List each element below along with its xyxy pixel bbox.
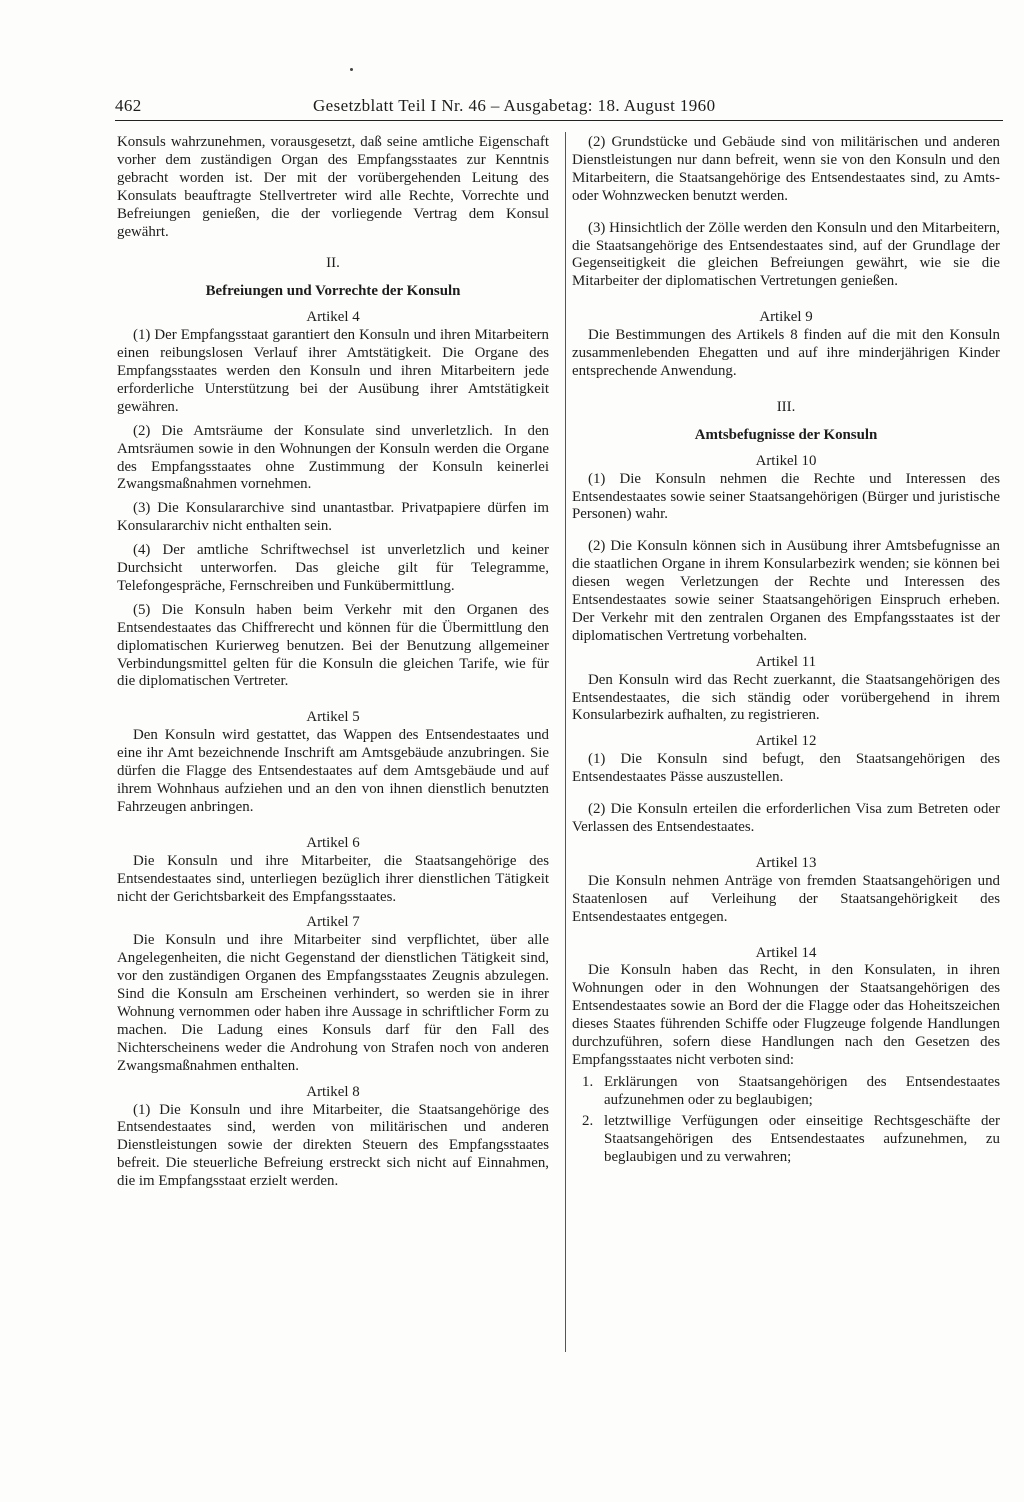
paragraph: Konsuls wahrzunehmen, vorausgesetzt, daß seine amtliche Eigenschaft vorher dem zuständigen Organ des Empfangsstaates zur Kenntnis gebracht worden ist. Der mit der vorübergehenden Leitung des Konsulats beauftragte Stellvertreter wird alle Rechte, Vorrechte und Befreiungen genießen, die der vorliegende Vertrag dem Konsul gewährt. [117,134,549,240]
column-divider [565,132,566,1352]
article-heading: Artikel 8 [306,1083,360,1100]
paragraph: Die Konsuln nehmen Anträge von fremden Staatsangehörigen und Staatenlosen auf Verleihung der Staatsangehörigkeit des Entsendestaates entgegen. [572,872,1000,925]
paragraph: (1) Der Empfangsstaat garantiert den Konsuln und ihren Mitarbeitern einen reibungslosen Verlauf ihrer Amtstätigkeit. Die Organe des Empfangsstaates werden den Konsuln und ihren Mitarbeitern jede erforderliche Unterstützung bei der Ausübung ihrer Amtstätigkeit gewähren. [117,327,549,415]
paragraph: Die Konsuln haben das Recht, in den Konsulaten, in ihren Wohnungen oder in den Wohnungen der Staatsangehörigen des Entsendestaates sowie an Bord der die Flagge oder das Hoheitszeichen dieses Staates führenden Schiffe oder Flugzeuge folgende Handlungen durchzuführen, sofern diese Handlungen nach den Gesetzen des Empfangsstaates nicht verboten sind: [572,962,1000,1068]
article-heading: Artikel 13 [755,854,817,871]
list-number: 1. [582,1073,594,1090]
article-heading: Artikel 4 [306,309,360,326]
article-heading: Artikel 11 [755,653,817,670]
numbered-list [572,1074,1000,1167]
paragraph: (1) Die Konsuln nehmen die Rechte und Interessen des Entsendestaates sowie seiner Staatsangehörigen (Bürger und juristische Personen) wahr. [572,470,1000,523]
list-text: letztwillige Verfügungen oder einseitige Rechtsgeschäfte der Staatsangehörigen des Entsendestaates aufzunehmen, zu beglaubigen und zu verwahren; [604,1112,1000,1165]
paragraph: Den Konsuln wird gestattet, das Wappen des Entsendestaates und eine ihr Amt bezeichnende Inschrift am Amtsgebäude anzubringen. Sie dürfen die Flagge des Entsendestaates auf dem Amtsgebäude und auf ihrem Wohnhaus aufziehen und an den von ihnen dienstlich benutzten Fahrzeugen anbringen. [117,727,549,815]
list-item [572,1113,1000,1167]
page-header [115,92,1003,121]
running-title: Gesetzblatt Teil I Nr. 46 – Ausgabetag: 18. August 1960 [313,96,716,115]
list-number: 2. [582,1112,594,1129]
section-number: III. [776,398,796,415]
paragraph: (3) Die Konsulararchive sind unantastbar. Privatpapiere dürfen im Konsulararchiv nicht enthalten sein. [117,500,549,535]
paragraph: Den Konsuln wird das Recht zuerkannt, die Staatsangehörigen des Entsendestaates, die sich ständig oder vorübergehend in ihrem Konsularbezirk aufhalten, zu registrieren. [572,671,1000,724]
left-column [117,134,549,1191]
right-column [572,134,1000,1166]
print-speck [350,68,353,71]
article-heading: Artikel 6 [306,834,360,851]
paragraph: (5) Die Konsuln haben beim Verkehr mit den Organen des Entsendestaates das Chiffrerecht und können für die Übermittlung den diplomatischen Kurierweg benutzen. Bei der Benutzung allgemeiner Verbindungsmittel gelten für die Konsuln die gleichen Tarife, wie für die diplomatischen Vertreter. [117,601,549,690]
paragraph: (3) Hinsichtlich der Zölle werden den Konsuln und den Mitarbeitern, die Staatsangehörige des Entsendestaates sind, auf der Grundlage der Gegenseitigkeit die gleichen Befreiungen gewährt, wie sie die Mitarbeiter der diplomatischen Vertretungen genießen. [572,219,1000,290]
paragraph: Die Bestimmungen des Artikels 8 finden auf die mit den Konsuln zusammenlebenden Ehegatten und auf ihre minderjährigen Kinder entsprechende Anwendung. [572,327,1000,379]
list-text: Erklärungen von Staatsangehörigen des Entsendestaates aufzunehmen oder zu beglaubigen; [604,1073,1000,1108]
paragraph: (2) Die Konsuln erteilen die erforderlichen Visa zum Betreten oder Verlassen des Entsendestaates. [572,801,1000,835]
paragraph: (2) Die Konsuln können sich in Ausübung ihrer Amtsbefugnisse an die staatlichen Organe in ihrem Konsularbezirk wenden; sie können bei diesen wegen Verletzungen der Rechte und Interessen des Entsendestaates sowie seiner Staatsangehörigen Einspruch erheben. Der Verkehr mit den zentralen Organen des Empfangsstaates ist der diplomatischen Vertretung vorbehalten. [572,538,1000,644]
paragraph: Die Konsuln und ihre Mitarbeiter, die Staatsangehörige des Entsendestaates sind, unterliegen bezüglich ihrer dienstlichen Tätigkeit nicht der Gerichtsbarkeit des Empfangsstaates. [117,852,549,905]
paragraph: Die Konsuln und ihre Mitarbeiter sind verpflichtet, über alle Angelegenheiten, die nicht Gegenstand der dienstlichen Tätigkeit sind, vor den zuständigen Organen des Empfangsstaates Zeugnis abzulegen. Sind die Konsuln am Erscheinen verhindert, so werden sie in ihrer Wohnung vernommen oder haben ihre Aussage in schriftlicher Form zu machen. Die Ladung eines Konsuls darf für den Fall des Nichterscheinens weder die Androhung von Strafen noch von anderen Zwangsmaßnahmen enthalten. [117,932,549,1074]
article-heading: Artikel 14 [755,944,817,961]
section-title: Befreiungen und Vorrechte der Konsuln [205,283,461,300]
paragraph: (2) Grundstücke und Gebäude sind von militärischen und anderen Dienstleistungen nur dann befreit, wenn sie von den Konsuln und den Mitarbeitern, die Staatsangehörige des Entsendestaates sind, zu Amts- oder Wohnzwecken benutzt werden. [572,134,1000,204]
article-heading: Artikel 7 [306,914,360,931]
article-heading: Artikel 10 [755,452,817,469]
section-number: II. [326,255,340,272]
page-number: 462 [115,96,142,115]
paragraph: (1) Die Konsuln sind befugt, den Staatsangehörigen des Entsendestaates Pässe auszustellen. [572,751,1000,786]
article-heading: Artikel 5 [306,709,360,726]
paragraph: (1) Die Konsuln und ihre Mitarbeiter, die Staatsangehörige des Entsendestaates sind, werden von militärischen und anderen Dienstleistungen sowie der direkten Steuern des Empfangsstaates befreit. Die steuerliche Befreiung erstreckt sich nicht auf Einnahmen, die im Empfangsstaat erzielt werden. [117,1101,549,1190]
paragraph: (4) Der amtliche Schriftwechsel ist unverletzlich und keiner Durchsicht unterworfen. Das gleiche gilt für Telegramme, Telefongespräche, Fernschreiben und Funkübermittlung. [117,542,549,594]
article-heading: Artikel 12 [755,733,817,750]
list-item [572,1074,1000,1110]
article-heading: Artikel 9 [759,309,813,326]
paragraph: (2) Die Amtsräume der Konsulate sind unverletzlich. In den Amtsräumen sowie in den Wohnungen der Konsuln werden die Organe des Empfangsstaates ohne Zustimmung der Konsuln keinerlei Zwangsmaßnahmen vornehmen. [117,422,549,493]
section-title: Amtsbefugnisse der Konsuln [694,426,878,443]
